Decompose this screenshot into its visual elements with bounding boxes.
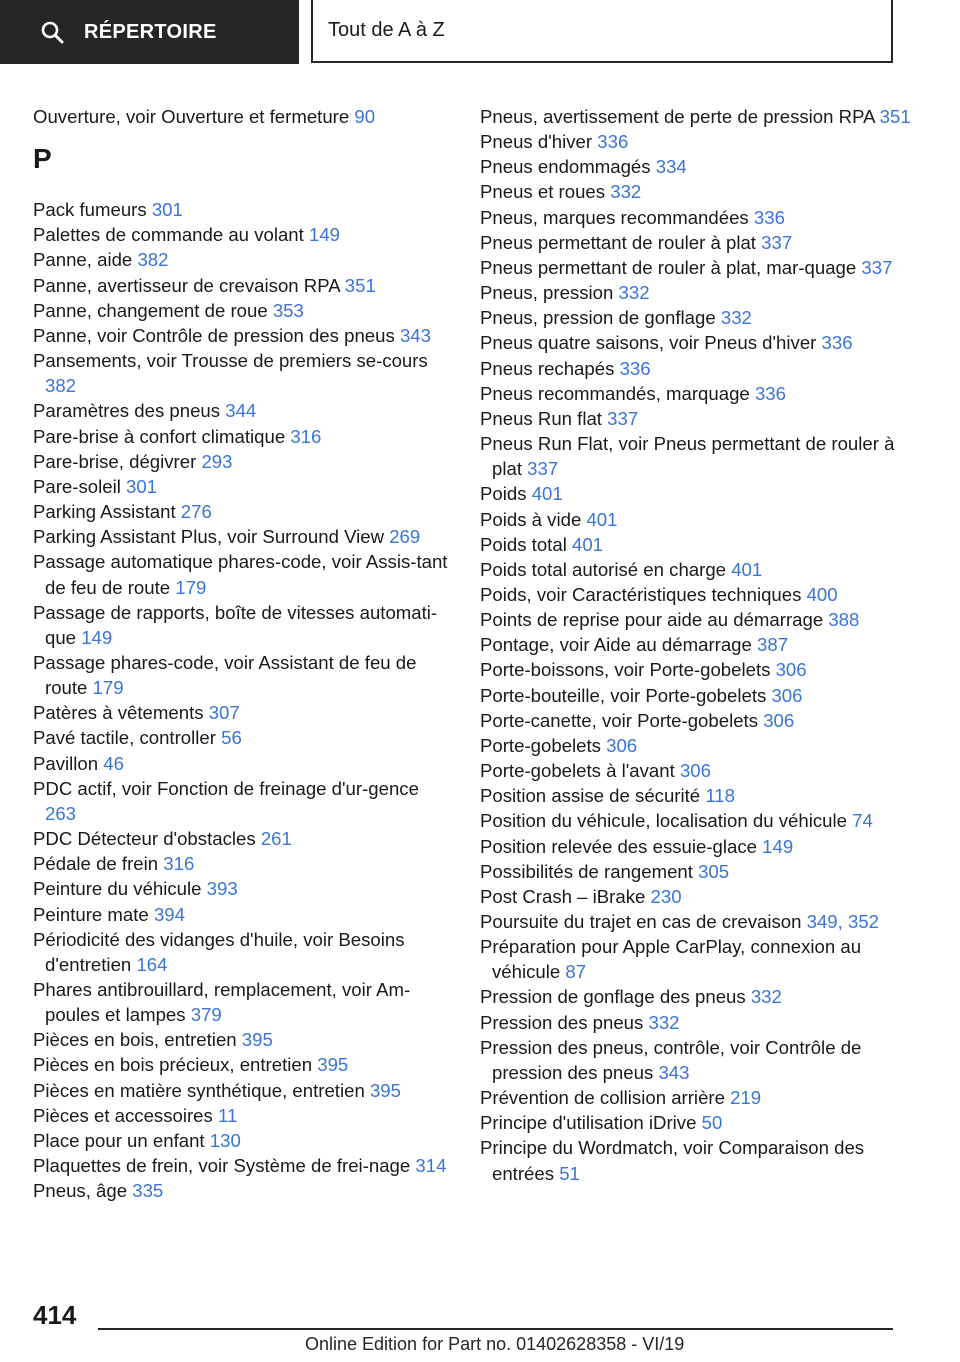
page-link[interactable]: 395: [241, 1029, 273, 1051]
index-entry-text: Préparation pour Apple CarPlay, connexion au véhicule: [480, 936, 862, 983]
page-link[interactable]: 149: [762, 835, 794, 857]
page-link[interactable]: 269: [389, 526, 421, 548]
index-entry-text: Porte-bouteille, voir Porte-gobelets: [480, 684, 767, 706]
index-entry-text: Porte-gobelets: [480, 734, 601, 756]
index-entry: [480, 129, 920, 154]
index-entry-text: Pression des pneus: [480, 1011, 644, 1033]
index-entry: [480, 632, 920, 657]
repertoire-tab-label: RÉPERTOIRE: [84, 20, 217, 43]
index-entry: [33, 977, 453, 1027]
index-entry-text: Panne, voir Contrôle de pression des pneus: [33, 324, 395, 346]
index-entry: [33, 549, 453, 599]
page-link[interactable]: 301: [151, 199, 183, 221]
page-link[interactable]: 395: [317, 1054, 349, 1076]
index-entry-text: Poursuite du trajet en cas de crevaison: [480, 911, 802, 932]
page-link[interactable]: 305: [698, 860, 730, 882]
page-link[interactable]: 179: [92, 677, 124, 699]
page-link[interactable]: 349, 352: [806, 911, 880, 932]
index-entry-text: Poids total: [480, 533, 567, 555]
index-entry: [33, 725, 453, 750]
index-column-right: [480, 104, 920, 1186]
page-link[interactable]: 388: [828, 609, 860, 631]
index-entry-text: Points de reprise pour aide au démarrage: [480, 609, 824, 631]
index-entry: [480, 834, 920, 859]
index-entry-text: Patères à vêtements: [33, 702, 204, 724]
page-link[interactable]: 379: [190, 1004, 222, 1026]
index-entry-text: Panne, aide: [33, 249, 133, 271]
page-link[interactable]: 332: [720, 307, 752, 329]
index-entry-text: Parking Assistant: [33, 501, 176, 523]
index-entry: [480, 154, 920, 179]
index-entry: [480, 758, 920, 783]
index-entry: [480, 1010, 920, 1035]
page-link[interactable]: 401: [531, 483, 563, 505]
index-entry: [480, 205, 920, 230]
index-entry: [33, 273, 453, 298]
index-entry: [480, 356, 920, 381]
index-entry: [33, 1052, 453, 1077]
index-entry: [33, 851, 453, 876]
index-entry-text: Passage phares-code, voir Assistant de feu de route: [33, 651, 417, 699]
page-link[interactable]: 353: [272, 299, 304, 321]
index-entry-text: Pièces en matière synthétique, entretien: [33, 1079, 365, 1101]
index-entry-text: Pneus, marques recommandées: [480, 206, 749, 228]
index-entry: [480, 1110, 920, 1135]
index-entry-text: Poids total autorisé en charge: [480, 558, 727, 580]
index-entry: [33, 1078, 453, 1103]
page-link[interactable]: 332: [750, 986, 782, 1008]
page-link[interactable]: 314: [415, 1155, 447, 1177]
page-link[interactable]: 344: [225, 400, 257, 422]
index-entry-text: Pneus quatre saisons, voir Pneus d'hiver: [480, 332, 817, 354]
page-link[interactable]: 179: [175, 576, 207, 598]
index-entry: [480, 230, 920, 255]
index-entry: [480, 884, 920, 909]
page-link[interactable]: 336: [597, 131, 629, 153]
index-entry: [33, 247, 453, 272]
page-link[interactable]: 343: [399, 324, 431, 346]
index-entry: [480, 330, 920, 355]
edition-text: Online Edition for Part no. 01402628358 - VI/19: [305, 1334, 685, 1354]
index-entry-text: Passage automatique phares-code, voir Assis-tant de feu de route: [33, 551, 448, 598]
index-entry-text: Pavillon: [33, 752, 99, 774]
index-entry-text: Poids, voir Caractéristiques techniques: [480, 583, 802, 605]
page-link[interactable]: 332: [648, 1011, 680, 1033]
index-entry-text: Peinture du véhicule: [33, 878, 202, 900]
section-tab-label: Tout de A à Z: [328, 19, 445, 41]
index-entry: [33, 826, 453, 851]
index-entry: [480, 607, 920, 632]
index-entry: [480, 406, 920, 431]
index-entry: [33, 1027, 453, 1052]
index-entry-text: Parking Assistant Plus, voir Surround View: [33, 526, 385, 548]
page-link[interactable]: 316: [290, 425, 322, 447]
index-entry: [480, 557, 920, 582]
index-entry-text: Prévention de collision arrière: [480, 1087, 725, 1109]
page-link[interactable]: 334: [655, 156, 687, 178]
index-entry: [33, 499, 453, 524]
index-entry-text: Pression des pneus, contrôle, voir Contrôle de pression des pneus: [480, 1036, 862, 1083]
index-entry-text: Porte-gobelets à l'avant: [480, 760, 675, 782]
index-entry: [480, 808, 920, 833]
index-entry: [33, 1103, 453, 1128]
page-link[interactable]: 336: [753, 206, 785, 228]
page-link[interactable]: 306: [606, 734, 638, 756]
page-link[interactable]: 261: [260, 828, 292, 850]
page-link[interactable]: 230: [650, 885, 682, 907]
index-entry-text: Poids: [480, 483, 527, 505]
index-entry-text: Pneus, pression: [480, 282, 614, 304]
index-entry: [480, 507, 920, 532]
index-entry-text: Passage de rapports, boîte de vitesses automati-que: [33, 601, 438, 648]
index-entry-text: Peinture mate: [33, 903, 149, 925]
index-entry: [33, 323, 453, 348]
index-entry-text: Pièces en bois précieux, entretien: [33, 1054, 313, 1076]
index-entry-text: Phares antibrouillard, remplacement, voir Am-poules et lampes: [33, 979, 411, 1026]
index-entry: [33, 751, 453, 776]
index-entry: [480, 255, 920, 280]
page-link[interactable]: 306: [775, 659, 807, 681]
index-entry-text: Plaquettes de frein, voir Système de frei-nage: [33, 1155, 411, 1177]
page-link[interactable]: 301: [126, 475, 158, 497]
index-entry-text: Pneus, pression de gonflage: [480, 307, 716, 329]
page-link[interactable]: 401: [572, 533, 604, 555]
index-entry-text: Pédale de frein: [33, 853, 159, 875]
page-link[interactable]: 46: [103, 752, 124, 774]
index-entry: [33, 449, 453, 474]
page-link[interactable]: 11: [218, 1104, 238, 1126]
index-entry: [480, 179, 920, 204]
page-link[interactable]: 382: [45, 375, 77, 397]
page-link[interactable]: 332: [610, 181, 642, 203]
index-entry: [480, 683, 920, 708]
page-link[interactable]: 401: [586, 508, 618, 530]
index-entry: [480, 708, 920, 733]
index-entry-text: Panne, avertisseur de crevaison RPA: [33, 274, 340, 296]
index-entry: [480, 909, 920, 934]
page-link[interactable]: 164: [136, 953, 168, 975]
page-link[interactable]: 74: [852, 810, 873, 832]
page-link[interactable]: 56: [221, 727, 242, 749]
index-entry: [480, 104, 920, 129]
page-link[interactable]: 219: [730, 1087, 762, 1109]
search-icon: [40, 20, 64, 44]
index-entry-text: Pack fumeurs: [33, 199, 147, 221]
index-entry: [480, 733, 920, 758]
index-entry-text: Pansements, voir Trousse de premiers se-cours: [33, 350, 428, 372]
index-entry: [480, 1135, 920, 1185]
index-entry-text: Pneus recommandés, marquage: [480, 382, 750, 404]
index-entry-text: Pneus permettant de rouler à plat, mar-quage: [480, 256, 857, 278]
page-link[interactable]: 50: [701, 1112, 723, 1134]
index-entry: [480, 1035, 920, 1085]
index-entry: [33, 700, 453, 725]
index-entry: [33, 876, 453, 901]
page-link[interactable]: 316: [163, 853, 195, 875]
page-link[interactable]: 336: [619, 357, 651, 379]
index-entry: [33, 902, 453, 927]
index-entry-text: Place pour un enfant: [33, 1129, 205, 1151]
index-entry: [33, 104, 453, 129]
page-link[interactable]: 337: [527, 458, 559, 480]
index-entry: [480, 657, 920, 682]
index-entry: [33, 524, 453, 549]
index-entry: [33, 398, 453, 423]
page-link[interactable]: 382: [137, 249, 169, 271]
section-tab[interactable]: [311, 0, 893, 63]
index-entry: [33, 222, 453, 247]
index-entry-text: Possibilités de rangement: [480, 860, 693, 882]
index-entry: [480, 431, 920, 481]
index-entry-text: Principe du Wordmatch, voir Comparaison des entrées: [480, 1137, 865, 1184]
section-letter: P: [33, 143, 52, 175]
index-entry-text: Pièces et accessoires: [33, 1104, 213, 1126]
index-entry-text: Pneus et roues: [480, 181, 606, 203]
index-entry: [33, 348, 453, 398]
index-entry-text: Position du véhicule, localisation du véhicule: [480, 810, 847, 832]
page-link[interactable]: 351: [344, 274, 376, 296]
index-entry: [480, 481, 920, 506]
page-link[interactable]: 306: [763, 709, 795, 731]
index-entry-text: Pavé tactile, controller: [33, 727, 216, 749]
index-entry: [33, 1178, 453, 1203]
page-link[interactable]: 332: [618, 282, 650, 304]
index-entry-text: Porte-boissons, voir Porte-gobelets: [480, 659, 771, 681]
page-link[interactable]: 118: [705, 785, 735, 807]
index-entry-text: Pneus rechapés: [480, 357, 615, 379]
page-link[interactable]: 393: [206, 878, 238, 900]
index-entry-text: Pare-soleil: [33, 475, 121, 497]
page-link[interactable]: 395: [369, 1079, 401, 1101]
page-link[interactable]: 306: [771, 684, 803, 706]
index-entry: [33, 424, 453, 449]
index-entry: [33, 600, 453, 650]
page-link[interactable]: 90: [354, 106, 376, 127]
page-link[interactable]: 149: [81, 626, 113, 648]
index-entry: [33, 1153, 453, 1178]
index-entry-text: PDC Détecteur d'obstacles: [33, 828, 256, 850]
page-link[interactable]: 351: [879, 106, 911, 127]
index-entry-text: Poids à vide: [480, 508, 582, 530]
page-link[interactable]: 336: [821, 332, 853, 354]
index-entry: [480, 934, 920, 984]
index-entry-text: Ouverture, voir Ouverture et fermeture: [33, 106, 350, 127]
index-entry: [480, 859, 920, 884]
page-link[interactable]: 337: [607, 407, 639, 429]
index-entry: [33, 776, 453, 826]
index-entry-text: Position relevée des essuie-glace: [480, 835, 757, 857]
index-entry-text: Position assise de sécurité: [480, 785, 701, 807]
index-entry: [480, 381, 920, 406]
index-entry-text: Pneus endommagés: [480, 156, 651, 178]
page-link[interactable]: 337: [761, 231, 793, 253]
page-link[interactable]: 394: [153, 903, 185, 925]
index-entry-text: Pneus d'hiver: [480, 131, 593, 153]
repertoire-tab[interactable]: [0, 0, 299, 64]
page-link[interactable]: 87: [565, 961, 587, 983]
page-link[interactable]: 130: [209, 1129, 241, 1151]
index-entry-text: Pneus permettant de rouler à plat: [480, 231, 756, 253]
page-link[interactable]: 336: [754, 382, 786, 404]
index-entry-text: Palettes de commande au volant: [33, 224, 304, 246]
index-entry: [480, 280, 920, 305]
index-entry: [480, 783, 920, 808]
page-link[interactable]: 149: [308, 224, 341, 246]
page-link[interactable]: 401: [731, 558, 763, 580]
index-entry: [480, 532, 920, 557]
index-entry: [480, 984, 920, 1009]
index-entry: [33, 298, 453, 323]
footer-divider: [98, 1328, 893, 1330]
index-entry: [480, 582, 920, 607]
index-entry-text: Panne, changement de roue: [33, 299, 268, 321]
page-link[interactable]: 400: [806, 583, 838, 605]
index-entry: [33, 927, 453, 977]
index-entry-text: Pare-brise à confort climatique: [33, 425, 286, 447]
index-entry-text: Post Crash – iBrake: [480, 885, 646, 907]
page-link[interactable]: 307: [208, 702, 240, 724]
page-link[interactable]: 263: [45, 802, 77, 824]
index-entry: [33, 474, 453, 499]
index-entry-text: Pneus Run flat: [480, 407, 602, 429]
index-entry: [33, 650, 453, 700]
page-link[interactable]: 276: [180, 501, 212, 523]
index-column-left: [33, 104, 453, 1203]
index-entry-text: Périodicité des vidanges d'huile, voir Besoins d'entretien: [33, 928, 405, 975]
index-entry-text: Pression de gonflage des pneus: [480, 986, 746, 1008]
index-entry-text: PDC actif, voir Fonction de freinage d'ur-gence: [33, 777, 419, 799]
page-link[interactable]: 337: [861, 256, 893, 278]
index-entry-text: Pontage, voir Aide au démarrage: [480, 634, 752, 656]
index-entry: [33, 197, 453, 222]
index-entry-text: Pièces en bois, entretien: [33, 1029, 237, 1051]
page-number: 414: [33, 1300, 77, 1330]
page-link[interactable]: 343: [658, 1061, 690, 1083]
page-link[interactable]: 306: [679, 760, 711, 782]
index-entry-text: Paramètres des pneus: [33, 400, 221, 422]
index-entry-text: Pneus Run Flat, voir Pneus permettant de rouler à plat: [480, 433, 895, 480]
page-link[interactable]: 293: [201, 450, 233, 472]
index-entry: [33, 1128, 453, 1153]
index-entry-text: Pneus, avertissement de perte de pression RPA: [480, 106, 875, 127]
page-link[interactable]: 51: [559, 1162, 580, 1184]
index-entry: [480, 1085, 920, 1110]
index-entry-text: Pare-brise, dégivrer: [33, 450, 197, 472]
index-entry-text: Pneus, âge: [33, 1180, 128, 1202]
index-entry-text: Porte-canette, voir Porte-gobelets: [480, 709, 759, 731]
index-entry-text: Principe d'utilisation iDrive: [480, 1112, 697, 1134]
index-entry: [480, 305, 920, 330]
page-link[interactable]: 387: [757, 634, 789, 656]
page-link[interactable]: 335: [132, 1180, 164, 1202]
